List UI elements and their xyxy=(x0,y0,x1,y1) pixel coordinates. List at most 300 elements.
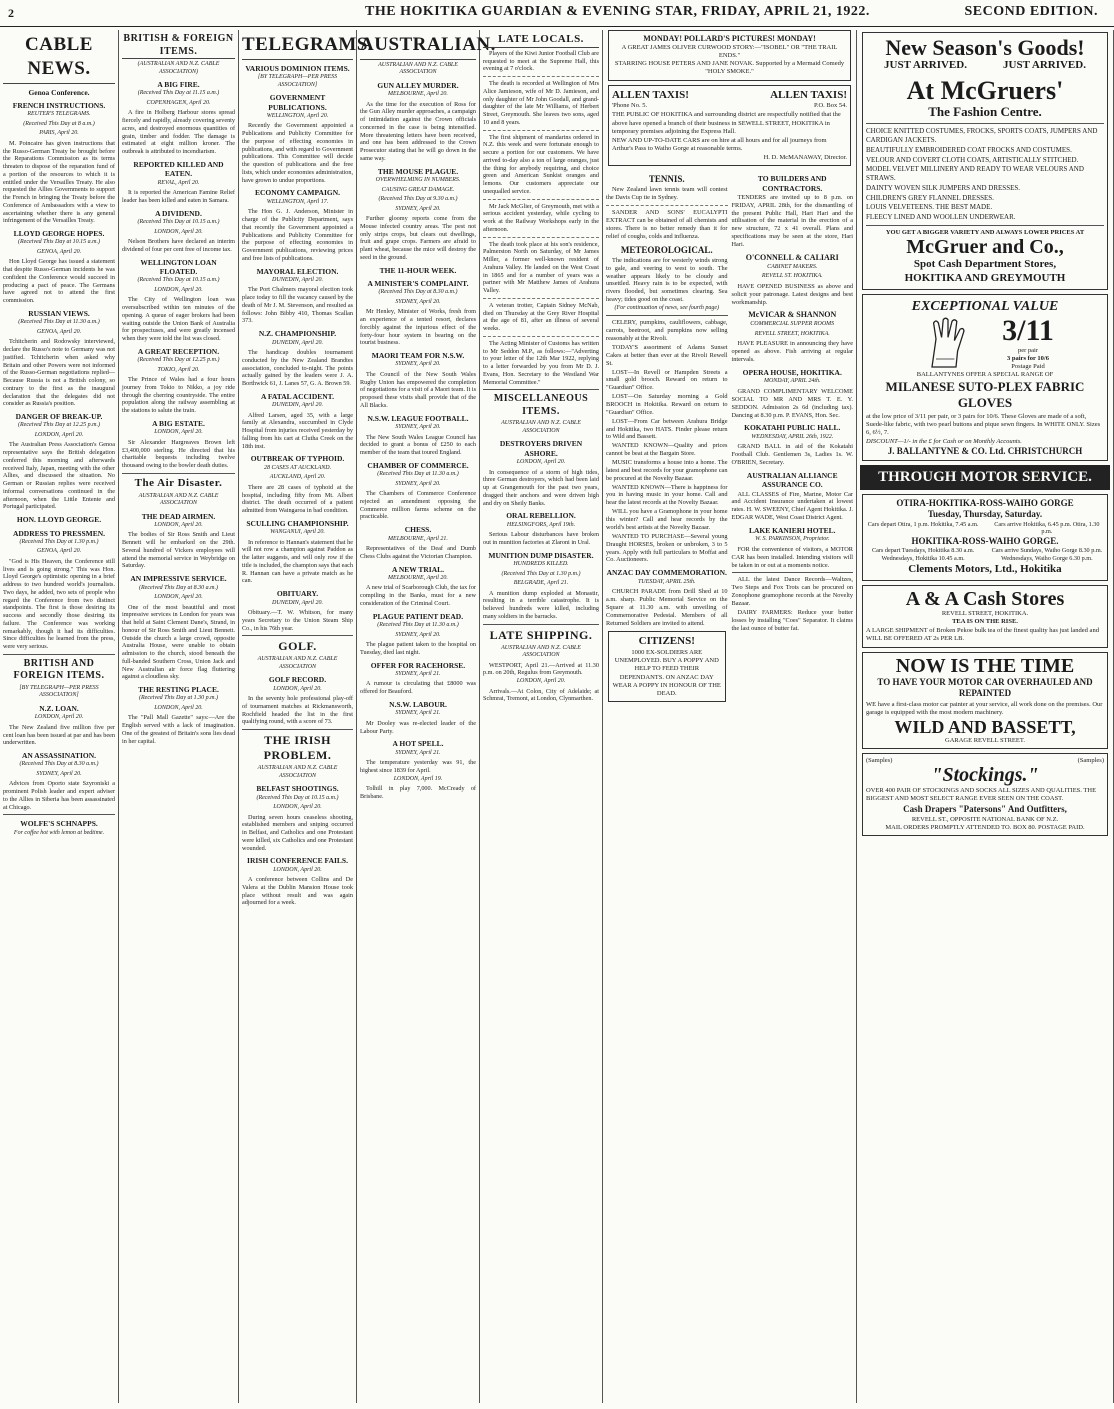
ad-brand: Cash Drapers "Patersons" And Outfitters, xyxy=(903,804,1067,815)
credit-line: [BY TELEGRAPH—PER PRESS ASSOCIATION] xyxy=(257,74,338,88)
ad-text: BALLANTYNES OFFER A SPECIAL RANGE OF xyxy=(916,371,1054,379)
section-heading: THE IRISH PROBLEM. xyxy=(263,733,332,763)
dateline: SYDNEY, April 20. xyxy=(395,480,441,487)
article-heading: A GREAT RECEPTION. xyxy=(137,346,220,356)
citizens-ad xyxy=(608,631,726,702)
dateline: MELBOURNE, April 20. xyxy=(388,574,448,581)
article-heading: DANGER OF BREAK-UP. xyxy=(15,412,103,421)
classified-ad: MUSIC transforms a house into a home. The latest and best records for your gramophone can be procured at the Novelty Bazaar. xyxy=(606,459,728,482)
ad-text: at the low price of 3/11 per pair, or 3 pairs for 10/6. These Gloves are made of a soft, Suede-like fabric, with two pearl buttons and pique sewn fingers. In WHITE ONLY. Sizes 6, 6½, 7. xyxy=(866,412,1101,436)
divider xyxy=(606,315,728,316)
divider xyxy=(866,225,1104,226)
received-line: (Received This Day at 12.25 p.m.) xyxy=(18,422,100,429)
article-body: The City of Wellington loan was oversubscribed within ten minutes of the opening. A queue of eager brokers had been waiting outside the Union Bank of Australia for prospectuses, and were greatly incensed when they were told the list was closed. xyxy=(122,296,235,342)
article-heading: GUN ALLEY MURDER. xyxy=(377,80,459,90)
section-heading: MISCELLANEOUS ITEMS. xyxy=(493,393,589,417)
dateline: LONDON, April 20. xyxy=(154,704,203,711)
article-heading: A FATAL ACCIDENT. xyxy=(261,391,334,401)
divider xyxy=(122,473,235,474)
dateline: LONDON, April 20. xyxy=(154,228,203,235)
section-heading: GOLF. xyxy=(278,639,317,654)
article-heading: MAYORAL ELECTION. xyxy=(256,266,339,276)
article-body: The bodies of Sir Ross Smith and Lieut Bennett will be embarked on the 29th. Several hundred of Vickers employees will attend the memorial service in Weybridge on Saturday. xyxy=(122,531,235,570)
ad-heading: EXCEPTIONAL VALUE xyxy=(911,298,1059,314)
article-body: The Australian Press Association's Genoa representative says the British delegation conferred this morning and afterwards received Italy, Japan, meeting with the other Allies, and discussed the situation. No German or Russian replies were received informal conversations continued in the afternoon, when the Little Entente and Portugal participated. xyxy=(3,441,115,511)
divider xyxy=(242,635,353,636)
article-heading: RUSSIAN VIEWS. xyxy=(28,308,90,318)
received-line: (Received This Day at 8.30 a.m.) xyxy=(139,584,218,591)
ad-text: GRAND BALL in aid of the Kokatahi Football Club. Gentlemen 3s, Ladies 1s. W. O'BRIEN, Secretary. xyxy=(731,443,853,466)
article-heading: A HOT SPELL. xyxy=(392,739,444,749)
article-body: The death is recorded at Wellington of Mrs Alice Jamieson, wife of Mr D. Jamieson, and only daughter of Mr John Goodall, and grand-daughter of the late Mr Williams, of Herbert Street, Greymouth. She leaves two sons, aged 10 and 8 years. xyxy=(483,80,599,126)
dateline: MELBOURNE, April 21. xyxy=(388,535,448,542)
dateline: LONDON, April 20. xyxy=(154,286,203,293)
article-heading: PLAGUE PATIENT DEAD. xyxy=(372,611,464,621)
page-number: 2 xyxy=(8,6,15,20)
article-body: Obituary.—T. W. Whitson, for many years Secretary to the Union Steam Ship Co., in his 76th year. xyxy=(242,609,353,632)
column-telegrams xyxy=(239,30,374,1403)
ad-item-list xyxy=(866,127,1104,222)
classified-ad: LOST—On Saturday morning a Gold BROOCH in Hokitika. Reward on return to "Guardian" Office. xyxy=(606,393,728,416)
ad-text: WE have a first-class motor car painter at your service, all work done on the premises. Our garage is equipped with the most modern machinery. xyxy=(866,700,1103,716)
ballantynes-gloves-ad xyxy=(862,294,1108,462)
ad-item: FLEECY LINED AND WOOLLEN UNDERWEAR. xyxy=(866,213,1016,222)
article-heading: GOLF RECORD. xyxy=(268,675,327,685)
patersons-stockings-ad xyxy=(862,753,1108,836)
ad-heading: MONDAY! POLLARD'S PICTURES! MONDAY! xyxy=(643,34,816,43)
article-heading: N.Z. LOAN. xyxy=(39,703,79,713)
article-body: Representatives of the Deaf and Dumb Chess Clubs against the Victorian Champion. xyxy=(360,545,476,560)
article-body: Sir Alexander Hargreaves Brown left £3,400,000 sterling. He directed that his charitable bequests including twelve thousand owing to the bowler death duties. xyxy=(122,438,235,469)
dateline: LONDON, April 19. xyxy=(393,775,443,782)
article-body: In reference to Hannan's statement that he will not row a champion against Paddon as the latter suggests, and will only row if the title is included, the champion says that each R. Hannan can have a private match as he can. xyxy=(242,538,353,585)
ad-text: ALL the latest Dance Records—Waltzes, Two Steps and Fox Trots can be procured on Zonophone gramophone records at the Novelty Bazaar. xyxy=(731,576,853,608)
ad-subheading: COMMERCIAL SUPPER ROOMS xyxy=(750,321,835,328)
classified-ad: TODAY'S assortment of Adams Sunset Cakes at better than ever at the Rivoli Rewell St. xyxy=(606,344,728,367)
motor-service-banner: THROUGH MOTOR SERVICE. xyxy=(860,465,1110,490)
divider xyxy=(483,237,599,238)
ad-text: THE PUBLIC OF HOKITIKA and surrounding district are respectfully notified that the above have opened a branch of their business in SEWELL STREET, HOKITIKA in temporary premises adjoining the Express Hall. xyxy=(612,111,841,135)
masthead xyxy=(0,0,1114,27)
column-display-ads xyxy=(857,30,1114,1403)
classified-ad: WANTED KNOWN—Quality and prices cannot be beat at the Bargain Store. xyxy=(606,442,728,458)
article-subheading: OVERWHELMING IN NUMBERS. xyxy=(375,177,461,183)
ad-subheading: HOKITIKA AND GREYMOUTH xyxy=(904,271,1066,284)
postage-note: Postage Paid xyxy=(1011,362,1045,370)
article-body: There are 28 cases of typhoid at the hospital, including fifty from Mt. Albert district. The death occurred of a patient admitted from Waingaroa in bad condition. xyxy=(242,483,353,514)
phone-number: 'Phone No. 5. xyxy=(612,102,648,110)
article-heading: WELLINGTON LOAN FLOATED. xyxy=(140,257,217,276)
ad-item: MODEL VELVET MILLINERY AND READY TO WEAR VELOURS AND STRAWS. xyxy=(866,165,1084,183)
dateline: GENOA, April 20. xyxy=(36,248,82,255)
divider xyxy=(732,572,854,573)
article-body: A new trial of Scarborough Club, the tax for compiling in the Banks, must for a new consideration of the Criminal Court. xyxy=(360,584,476,607)
ad-text: DAIRY FARMERS: Reduce your butter losses by installing "Coes" Separator. It claims the last ounce of butter fat. xyxy=(731,608,853,632)
article-heading: N.S.W. LABOUR. xyxy=(389,699,447,709)
dateline: LONDON, April 20. xyxy=(34,714,84,721)
ad-subheading: TO HAVE YOUR MOTOR CAR OVERHAULED AND REPAINTED xyxy=(877,677,1093,699)
dateline: WELLINGTON, April 20. xyxy=(266,112,329,119)
article-heading: THE MOUSE PLAGUE. xyxy=(377,166,459,176)
article-heading: A BIG ESTATE. xyxy=(152,418,205,428)
newspaper-title: THE HOKITIKA GUARDIAN & EVENING STAR, FRIDAY, APRIL 21, 1922. xyxy=(365,4,870,19)
price-bundle: 3 pairs for 10/6 xyxy=(1007,354,1049,362)
column-late-locals xyxy=(480,30,603,1403)
classified-ad: WANTED KNOWN—There is happiness for you in having music in your home. Call and hear the latest records at the Novelty Bazaar. xyxy=(606,483,728,507)
article-heading: AN IMPRESSIVE SERVICE. xyxy=(130,574,227,584)
article-subheading: FRENCH INSTRUCTIONS. xyxy=(12,100,106,110)
article-heading: CHESS. xyxy=(404,525,432,535)
price-unit: per pair xyxy=(1017,346,1039,354)
article-body: Tchitcherin and Rodowsky interviewed, declare the Russo's note to Germany was not justified. Tchitcherin when asked why Britain and other Powers were not informed of the Russo-German negotiations replied—Because Russia is not a British colony, so contrary to the first as the inaugural declaration that the delegates did not consider as Russia's position. xyxy=(3,338,115,408)
ad-text: DISCOUNT—1/- in the £ for Cash or on Monthly Accounts. xyxy=(866,438,1022,446)
divider xyxy=(242,729,353,730)
article-body: A veteran trotter, Captain Sidney McNab, died on Thursday at the Grey River Hospital at the age of 81, after an illness of several weeks. xyxy=(483,301,599,332)
article-body: Serious Labour disturbances have broken out in munition factories at Zlaroni in Ural. xyxy=(483,531,599,546)
article-heading: THE RESTING PLACE. xyxy=(138,685,219,694)
dateline: SYDNEY, April 21. xyxy=(395,710,441,717)
article-heading: N.S.W. LEAGUE FOOTBALL. xyxy=(367,413,469,423)
dateline: LONDON, April 20. xyxy=(516,678,566,684)
article-heading: OBITUARY. xyxy=(276,589,319,599)
article-heading: N.Z. CHAMPIONSHIP. xyxy=(258,329,337,339)
divider xyxy=(606,205,728,206)
price: 3/11 xyxy=(1002,314,1054,348)
dateline: SYDNEY, April 21. xyxy=(395,670,441,677)
glove-illustration-icon xyxy=(916,315,996,371)
ad-text: STARRING HOUSE PETERS AND JANE NOVAK. Supported by a Mermaid Comedy "HOLY SMOKE." xyxy=(614,60,845,76)
ad-item: BEAUTIFULLY EMBROIDERED COAT FROCKS AND COSTUMES. xyxy=(866,145,1072,154)
dateline: WEDNESDAY, APRIL 26th, 1922. xyxy=(751,433,834,440)
ad-text: ALL CLASSES of Fire, Marine, Motor Car and Accident Insurance undertaken at lowest rates. H. W. SWEENY, Chief Agent Hokitika. J. EDGAR WADE, West Coast District Agent. xyxy=(731,490,853,522)
article-heading: A BIG FIRE. xyxy=(157,80,200,89)
article-heading: MUNITION DUMP DISASTER. xyxy=(488,550,594,560)
article-body: The "Pall Mall Gazette" says:—Are the English served with a lack of imagination. One of the greatest of Britain's sons lies dead in her capital. xyxy=(122,714,235,745)
classified-ad: WILL you have a Gramophone in your home this winter? Call and hear records by the world's best artists at the Novelty Bazaar. xyxy=(606,508,728,531)
column-british-foreign xyxy=(119,30,239,1403)
ad-heading: A & A Cash Stores xyxy=(905,587,1065,610)
divider xyxy=(483,389,599,390)
ad-text: HAVE PLEASURE in announcing they have opened as above. Fish arriving at regular intervals. xyxy=(731,340,853,364)
section-heading: TELEGRAMS. xyxy=(242,33,353,60)
ad-item: VELOUR AND COVERT CLOTH COATS, ARTISTICALLY STITCHED. xyxy=(866,155,1079,164)
dateline: DUNEDIN, April 20. xyxy=(272,599,323,606)
schedule-depart: Cars depart Tuesdays, Hokitika 8.30 a.m. Wednesdays, Hokitika 10.45 a.m. xyxy=(871,547,975,563)
route-heading: OTIRA-HOKITIKA-ROSS-WAIHO GORGE xyxy=(896,498,1074,509)
divider xyxy=(3,654,115,655)
ad-subheading: CABINET MAKERS. xyxy=(767,263,818,270)
continuation-note: (For continuation of news, see fourth page) xyxy=(614,304,719,311)
article-heading: Genoa Conference. xyxy=(28,87,90,97)
received-line: (Received This Day at 11.30 a.m.) xyxy=(377,622,459,628)
dateline: GENOA, April 20. xyxy=(36,328,82,335)
ad-subheading: The Fashion Centre. xyxy=(928,104,1042,120)
received-line: (Received This Day at 8.30 a.m.) xyxy=(378,289,458,296)
column-cable-news xyxy=(0,30,119,1403)
article-body: "God is His Heaven, the Conference still lives and is going strong." This was Hon. Lloyd George's optimistic opening in a brief address to two hundred world's journalists. Two days, he added, two sets of people who regard the Conference from two distinct standpoints. The first is those desiring its success and secondly those desiring its failure. The Conference was working remarkably, though it had its difficulties. Since difficulties he learned from the press, were very serious. xyxy=(3,557,115,651)
dateline: MELBOURNE, April 20. xyxy=(388,91,448,98)
ad-subheading: JUST ARRIVED. xyxy=(884,59,967,72)
section-heading: LATE LOCALS. xyxy=(483,33,599,48)
section-subheading: VARIOUS DOMINION ITEMS. xyxy=(245,63,350,73)
ad-heading: New Season's Goods! xyxy=(885,35,1085,60)
article-body: A munition dump exploded at Monastir, resulting in a terrible catastrophe. It is believed hundreds were killed, including many soldiers in the barracks. xyxy=(483,589,599,620)
ad-subheading: W. S. PARKINSON, Proprietor. xyxy=(755,536,830,543)
dateline: LONDON, April 20. xyxy=(273,685,322,692)
article-body: The New South Wales League Council has decided to grant a bonus of £250 to each member of the team that toured England. xyxy=(360,433,476,456)
article-body: It is reported the American Famine Relief leader has been killed and eaten in Samara. xyxy=(122,189,235,204)
article-body: New Zealand lawn tennis team will contest the Davis Cup tie in Sydney. xyxy=(606,186,728,202)
credit-line: (AUSTRALIAN AND N.Z. CABLE ASSOCIATION) xyxy=(137,61,220,75)
ad-heading: LAKE KANIERI HOTEL. xyxy=(749,526,836,535)
schedule-arrive: Cars arrive Hokitika, 6.45 p.m. Otira, 1.30 p.m. xyxy=(994,520,1100,536)
aa-cash-stores-ad xyxy=(862,585,1108,649)
article-heading: ORAL REBELLION. xyxy=(506,511,576,521)
right-ad-stack xyxy=(732,170,854,706)
received-line: (Received This Day at 11.30 a.m.) xyxy=(18,319,100,326)
mcgruers-ad xyxy=(862,32,1108,290)
section-heading: CABLE NEWS. xyxy=(3,33,115,84)
article-subheading: HUNDREDS KILLED. xyxy=(513,561,569,567)
dateline: HELSINGFORS, April 19th. xyxy=(506,521,576,528)
article-body: Arrivals.—At Colon, City of Adelaide; at Schmrai, Tremont, at London, Clynmarthen. xyxy=(483,687,599,703)
article-body: A rumour is circulating that £8000 was offered for Beauford. xyxy=(360,680,476,696)
left-ad-stack xyxy=(606,170,728,706)
schedule-days: Tuesday, Thursday, Saturday. xyxy=(927,509,1043,520)
section-heading: TO BUILDERS AND CONTRACTORS. xyxy=(757,174,827,193)
received-line: (Received This Day at 8.30 a.m.) xyxy=(19,761,99,768)
article-body: The death took place at his son's residence, Palmerston North on Saturday, of Mr James Miller, a former well-known resident of Arahura Valley. He landed on the West Coast in 1865 and for a number of years was a partner with Mr Matthew James of Arahura Valley. xyxy=(483,240,599,294)
dateline: SYDNEY, April 21. xyxy=(395,749,441,756)
article-body: Mr Henley, Minister of Works, fresh from an experience of a tented resort, declares forcibly against the injurious effect of the forty-four hour system in bearing on the tourist business. xyxy=(360,308,476,347)
pollards-pictures-ad xyxy=(608,30,851,81)
classified-ad: LOST—From Car between Arahura Bridge and Hokitika, two HATS. Finder please return to Wild and Bassett. xyxy=(606,417,728,441)
article-body: Mr Jack McGlier, of Greymouth, met with a serious accident yesterday, while cycling to work at the Railway Workshops early in the afternoon. xyxy=(483,202,599,233)
article-body: The indications are for westerly winds strong to gale, and veering to west to south. The weather appears likely to be cloudy and unsettled. Heavy rain is to be expected, with rivers flooded, but sometimes clearing. Sea heavy; tides good on the coast. xyxy=(606,256,728,304)
credit-line: REUTER'S TELEGRAMS. xyxy=(27,111,91,118)
article-body: Mr Dooley was re-elected leader of the Labour Party. xyxy=(360,719,476,735)
ad-text: A GREAT JAMES OLIVER CURWOOD STORY:—"ISOBEL" OR "THE TRAIL ENDS." xyxy=(621,44,838,60)
article-heading: A NEW TRIAL. xyxy=(391,564,445,574)
credit-line: [BY TELEGRAPH—PER PRESS ASSOCIATION] xyxy=(19,684,99,699)
article-body: As the time for the execution of Ross for the Gun Alley murder approaches, a campaign of intimidation against the Crown officials concerned in the case is being intensified. More threatening letters have been received, and one has been addressed to the Crown Prosecutor stating that he will go down in the same way. xyxy=(360,100,476,162)
received-line: (Received This Day at 1.30 p.m.) xyxy=(139,695,218,702)
article-heading: THE DEAD AIRMEN. xyxy=(141,511,216,521)
article-body: In consequence of a storm of high tides, three German destroyers, which had been laid up at Grangemouth for the past two years, dragged their anchors and were driven high and dry on Sheily Banks. xyxy=(483,468,599,507)
ad-text: HAVE OPENED BUSINESS as above and solicit your patronage. Latest designs and best workmanship. xyxy=(731,282,853,306)
article-body: During seven hours ceaseless shooting, established members and sniping occurred in Belfast, and Catholics and one Protestant were killed, six Catholics and one Protestant wounded. xyxy=(242,813,353,852)
ad-signature: H. D. McMANAWAY, Director. xyxy=(763,154,847,161)
article-heading: A MINISTER'S COMPLAINT. xyxy=(367,278,469,288)
ad-brand: McGruer and Co., xyxy=(906,236,1064,259)
ad-heading: ALLEN TAXIS! xyxy=(612,88,689,101)
article-heading: AN ASSASSINATION. xyxy=(21,751,97,760)
article-body: Further gloomy reports come from the Mouse infected country areas. The pest not only strips crops, but clears out dwellings, fruit and grape crops. Farmers are afraid to plant wheat, because the mice will destroy the seed in the ground. xyxy=(360,215,476,261)
ad-text: MAIL ORDERS PROMPTLY ATTENDED TO. BOX 80. POSTAGE PAID. xyxy=(885,823,1085,831)
ad-address: REVELL ST., OPPOSITE NATIONAL BANK OF N.Z. xyxy=(911,815,1059,823)
route-heading: HOKITIKA-ROSS-WAIHO GORGE. xyxy=(911,536,1059,547)
divider xyxy=(483,298,599,299)
article-subheading: CAUSING GREAT DAMAGE. xyxy=(381,186,455,193)
dateline: BELGRADE, April 21. xyxy=(513,580,569,586)
dateline: SYDNEY, April 20. xyxy=(395,424,441,430)
ad-brand: J. BALLANTYNE & CO. Ltd. CHRISTCHURCH xyxy=(887,446,1083,457)
credit-line: AUSTRALIAN AND N.Z. CABLE ASSOCIATION xyxy=(378,61,458,76)
column-australian xyxy=(357,30,496,1403)
section-heading: AUSTRALIAN. xyxy=(360,33,476,60)
dateline: WANGANUI, April 20. xyxy=(270,529,325,536)
ad-text: TENDERS are invited up to 8 p.m. on FRIDAY, APRIL 28th, for the dismantling of the present Public Hall, Hari Hari and the utilisation of the material in the erection of a new structure, 72 x 41 overall. Plans and specifications may be seen at the store, Hari Hari. xyxy=(731,193,853,249)
dateline: DUNEDIN, April 20. xyxy=(272,339,323,346)
dateline: LONDON, April 20. xyxy=(154,521,203,528)
article-body: The plague patient taken to the hospital on Tuesday, died last night. xyxy=(360,641,476,656)
classified-ad: CELERY, pumpkins, cauliflowers, cabbage, carrots, beetroot, and pumpkins now selling reasonably at the Rivoli. xyxy=(606,319,728,343)
divider xyxy=(483,624,599,625)
dateline: COPENHAGEN, April 20. xyxy=(146,99,211,106)
article-body: A conference between Collins and De Valera at the Dublin Mansion House took place without result and was again adjourned for a week. xyxy=(242,876,353,907)
ad-heading: OPERA HOUSE, HOKITIKA. xyxy=(742,368,842,378)
ad-text: SANDER AND SONS' EUCALYPTI EXTRACT can be obtained of all chemists and stores. There is no better remedy than it for relief of coughs, colds and influenza. xyxy=(606,209,728,240)
ad-tag: (Samples) xyxy=(1077,756,1104,764)
article-body: Advices from Oporto state Szyroniski a prominent Polish leader and expert adviser to the Allies in Siberia has been assassinated at Chicago. xyxy=(3,780,115,811)
divider xyxy=(483,76,599,77)
motor-service-ad xyxy=(862,494,1108,581)
received-line: (Received This Day at 1.30 p.m.) xyxy=(501,570,581,577)
ad-brand: WILD AND BASSETT, xyxy=(894,716,1076,737)
section-heading: BRITISH AND FOREIGN ITEMS. xyxy=(13,657,105,682)
ad-text: FOR the convenience of visitors, a MOTOR CAR has been installed. Intending visitors will be taken in or out at a moments notice. xyxy=(731,545,853,569)
dateline: SYDNEY, April 20. xyxy=(395,298,441,305)
schedule-arrive: Cars arrive Sundays, Waiho Gorge 8.30 p.m. Wednesdays, Waiho Gorge 6.30 p.m. xyxy=(991,547,1103,563)
received-line: (Received This Day at 1.30 p.m.) xyxy=(19,538,99,545)
ad-text: OVER 400 PAIR OF STOCKINGS AND SOCKS ALL SIZES AND QUALITIES. THE BIGGEST AND MOST SELECT RANGE EVER SEEN ON THE COAST. xyxy=(866,787,1097,803)
divider xyxy=(3,814,115,815)
divider xyxy=(866,123,1104,124)
credit-line: AUSTRALIAN AND N.Z. CABLE ASSOCIATION xyxy=(257,656,338,670)
article-body: M. Poincaire has given instructions that the Russo-German Treaty be brought before the Reparations Commission as its terms threaten to dispose of the reparation fund of a portion of the resources to which it is entitled under the Versailles Treaty. He also requested the Allies Governments to support the French in bringing the Treaty before the Conference of Ambassadors with a view to ascertaining whether there is any general infringement of the Versailles Treaty. xyxy=(3,139,115,225)
received-line: (Received This Day at 11.30 a.m.) xyxy=(377,471,459,478)
received-line: (Received This Day at 12.25 p.m.) xyxy=(137,357,220,364)
article-body: Hon Lloyd George has issued a statement that despite Russo-German incidents he was confident the Conference would succeed in producing a pact of peace. The Germans have agreed not to attend the first commission. xyxy=(3,258,115,305)
received-line: (Received This Day at 8 a.m.) xyxy=(23,120,95,127)
article-heading: SCULLING CHAMPIONSHIP. xyxy=(246,518,349,528)
ad-item: CHILDREN'S GREY FLANNEL DRESSES. xyxy=(866,193,994,202)
article-body: Recently the Government appointed a Publications and Publicity Committee for the purpose of effecting economies in publications, and with regard to Government publications. This Committee will decide the question of publications and the free lists, which under economies administration, have grown to undue proportions. xyxy=(242,122,354,184)
article-body: The Chambers of Commerce Conference rejected an amendment opposing the Commerce million farms scheme on the practicable. xyxy=(360,490,476,521)
edition-label: SECOND EDITION. xyxy=(964,4,1098,19)
article-body: One of the most beautiful and most impressive services in London for years was that held at Saint Clement Dane's, Strand, in honour of Sir Ross Smith and Lieut Bennett. Outside the church a large crowd, opposite Australia House, were unable to obtain admission to the church, stood beneath the full-banded Southern Cross, Union Jack and New Australian air force flag fluttering against a cloudless sky. xyxy=(122,603,235,681)
article-heading: MAORI TEAM FOR N.S.W. xyxy=(371,351,465,360)
ad-text: GRAND COMPLIMENTARY WELCOME SOCIAL TO MR AND MRS T. E. Y. SEDDON. Admission 2s 6d (including tax). Dancing at 8.30 p.m. P. EVANS, Hon. Sec. xyxy=(731,387,853,419)
dateline: LONDON, April 20. xyxy=(273,804,322,810)
dateline: LONDON, April 20. xyxy=(516,459,566,465)
advert-text: For coffee hot with lemon at bedtime. xyxy=(13,829,105,836)
divider xyxy=(483,130,599,131)
received-line: (Received This Day at 10.15 a.m.) xyxy=(256,794,339,801)
ad-item: CHOICE KNITTED COSTUMES, FROCKS, SPORTS COATS, JUMPERS AND CARDIGAN JACKETS. xyxy=(866,127,1098,145)
article-body: The first shipment of mandarins ordered in N.Z. this week and were fortunate enough to secure a portion for our customers. We have arrived to-day also a ton of large oranges, just the thing for anybody requiring, and choice green and American Sunkist oranges and lemons. Our customers appreciate our unequalled service. xyxy=(483,133,599,195)
received-line: (Received This Day at 11.15 a.m.) xyxy=(137,90,220,97)
article-body: The Prince of Wales had a four hours journey from Tokio to Nikko, a joy ride through the cherring countryside. The entire population along the railway assembling at the stations to salute the train. xyxy=(122,376,235,415)
article-body: The Hon G. J. Anderson, Minister in charge of the Publicity Department, says that recently the Government appointed a Publications and Publicity Committee for the purpose of effecting economies in Government publications, reviewing prices and free lists of publications. xyxy=(242,208,353,262)
wild-bassett-ad xyxy=(862,652,1108,749)
dateline: WELLINGTON, April 17. xyxy=(266,198,329,205)
ad-text: YOU GET A BIGGER VARIETY AND ALWAYS LOWER PRICES AT xyxy=(885,228,1085,236)
allen-taxis-ad xyxy=(608,85,851,167)
article-heading: OUTBREAK OF TYPHOID. xyxy=(250,454,345,464)
section-heading: ANZAC DAY COMMEMORATION. xyxy=(606,568,727,578)
credit-line: AUSTRALIAN AND N.Z. CABLE ASSOCIATION xyxy=(501,644,581,658)
article-heading: THE 11-HOUR WEEK. xyxy=(379,265,457,275)
dateline: TOKIO, April 20. xyxy=(157,366,200,373)
article-body: The New Zealand five million five per cent loan has been issued at par and has been underwritten. xyxy=(3,723,115,747)
dateline: SYDNEY, April 20. xyxy=(36,770,82,777)
article-heading: DESTROYERS DRIVEN ASHORE. xyxy=(499,439,583,458)
dateline: LONDON, April 20. xyxy=(34,431,84,438)
dateline: PARIS, April 20. xyxy=(39,130,79,137)
dateline: MONDAY, APRIL 24th. xyxy=(763,378,821,385)
ad-heading: McVICAR & SHANNON xyxy=(748,310,837,320)
ad-subheading: Spot Cash Department Stores, xyxy=(913,258,1057,271)
article-body: The Council of the New South Wales Rugby Union has empowered the completion of negotiations for a visit of a Maori team. It is proposed these visits shall provide that of the All Blacks. xyxy=(360,370,476,409)
divider xyxy=(483,336,599,337)
ad-text: NEW AND UP-TO-DATE CARS are on hire at all hours and for all journeys from Arthur's Pass to Waiho Gorge at reasonable terms. xyxy=(612,136,827,152)
credit-line: AUSTRALIAN AND N.Z. CABLE ASSOCIATION xyxy=(138,492,219,506)
article-body: Nelson Brothers have declared an interim dividend of four per cent free of income tax. xyxy=(122,238,235,253)
ad-address: REVELL STREET, HOKITIKA. xyxy=(754,330,830,337)
dateline: TUESDAY, APRIL 25th. xyxy=(637,578,696,585)
ad-brand: Clements Motors, Ltd., Hokitika xyxy=(908,562,1062,575)
article-body: Alfred Larsen, aged 35, with a large family at Alexandra, succumbed in Clyde Hospital from injuries received yesterday by falling from his cart at Clutha Creek on the 18th inst. xyxy=(242,411,353,450)
article-heading: ADDRESS TO PRESSMEN. xyxy=(12,528,106,538)
ad-heading: ALLEN TAXIS! xyxy=(770,88,847,101)
article-heading: HON. LLOYD GEORGE. xyxy=(16,515,102,525)
po-box: P.O. Box 54. xyxy=(813,102,847,110)
ad-heading: "Stockings." xyxy=(931,764,1039,787)
article-subheading: 28 CASES AT AUCKLAND. xyxy=(263,464,332,471)
ad-heading: KOKATAHI PUBLIC HALL. xyxy=(744,423,841,433)
section-heading: TENNIS. xyxy=(648,174,685,185)
article-body: The Acting Minister of Customs has written to Mr Seddon M.P., as follows:—"Adverting to your letter of the 12th Mar 1922, replying to a letter forwarded by you from Mr D. J. Evans, Hon. Secretary to the Westland War Memorial Committee." xyxy=(483,339,599,386)
dateline: LONDON, April 20. xyxy=(154,594,203,600)
dateline: SYDNEY, April 20. xyxy=(395,361,441,368)
ad-address: GARAGE REVELL STREET. xyxy=(945,736,1025,744)
article-body: Tolhill in play 7,000. McCready of Brisbane. xyxy=(360,785,476,800)
article-body: In the seventy hole professional play-off of tournament matches at Rickmansworth, Rochfield headed the list in the first qualifying round, with a score of 73. xyxy=(242,695,353,726)
article-body: WESTPORT, April 21.—Arrived at 11.30 p.m. on 20th, Regulus from Greymouth. xyxy=(483,661,599,677)
ad-heading: CITIZENS! xyxy=(638,635,695,648)
article-heading: REPORTED KILLED AND EATEN. xyxy=(133,159,224,179)
schedule-depart: Cars depart Otira, 1 p.m. Hokitika, 7.45 a.m. xyxy=(867,520,979,528)
article-heading: GOVERNMENT PUBLICATIONS. xyxy=(268,93,327,112)
section-heading: METEOROLOGICAL. xyxy=(620,244,713,255)
received-line: (Received This Day at 10.15 a.m.) xyxy=(137,219,220,225)
article-heading: A DIVIDEND. xyxy=(155,208,202,218)
ad-heading: O'CONNELL & CALIARI xyxy=(745,252,839,262)
dateline: LONDON, April 20. xyxy=(154,429,203,436)
article-heading: CHAMBER OF COMMERCE. xyxy=(367,460,469,470)
ad-subheading: TEA IS ON THE RISE. xyxy=(952,617,1018,625)
advert-heading: WOLFE'S SCHNAPPS. xyxy=(20,819,98,829)
ad-brand: At McGruers' xyxy=(906,75,1064,105)
dateline: LONDON, April 20. xyxy=(273,866,322,873)
classified-ad: LOST—In Revell or Hampden Streets a small gold brooch. Reward on return to "Guardian" Office. xyxy=(606,368,728,392)
divider xyxy=(483,199,599,200)
article-body: The temperature yesterday was 91, the highest since 1839 for April. xyxy=(360,759,476,774)
ad-item: LOUIS VELVETEENS. THE BEST MADE. xyxy=(866,203,993,212)
ad-tag: (Samples) xyxy=(866,756,893,764)
ad-item: DAINTY WOVEN SILK JUMPERS AND DRESSES. xyxy=(866,183,1021,192)
